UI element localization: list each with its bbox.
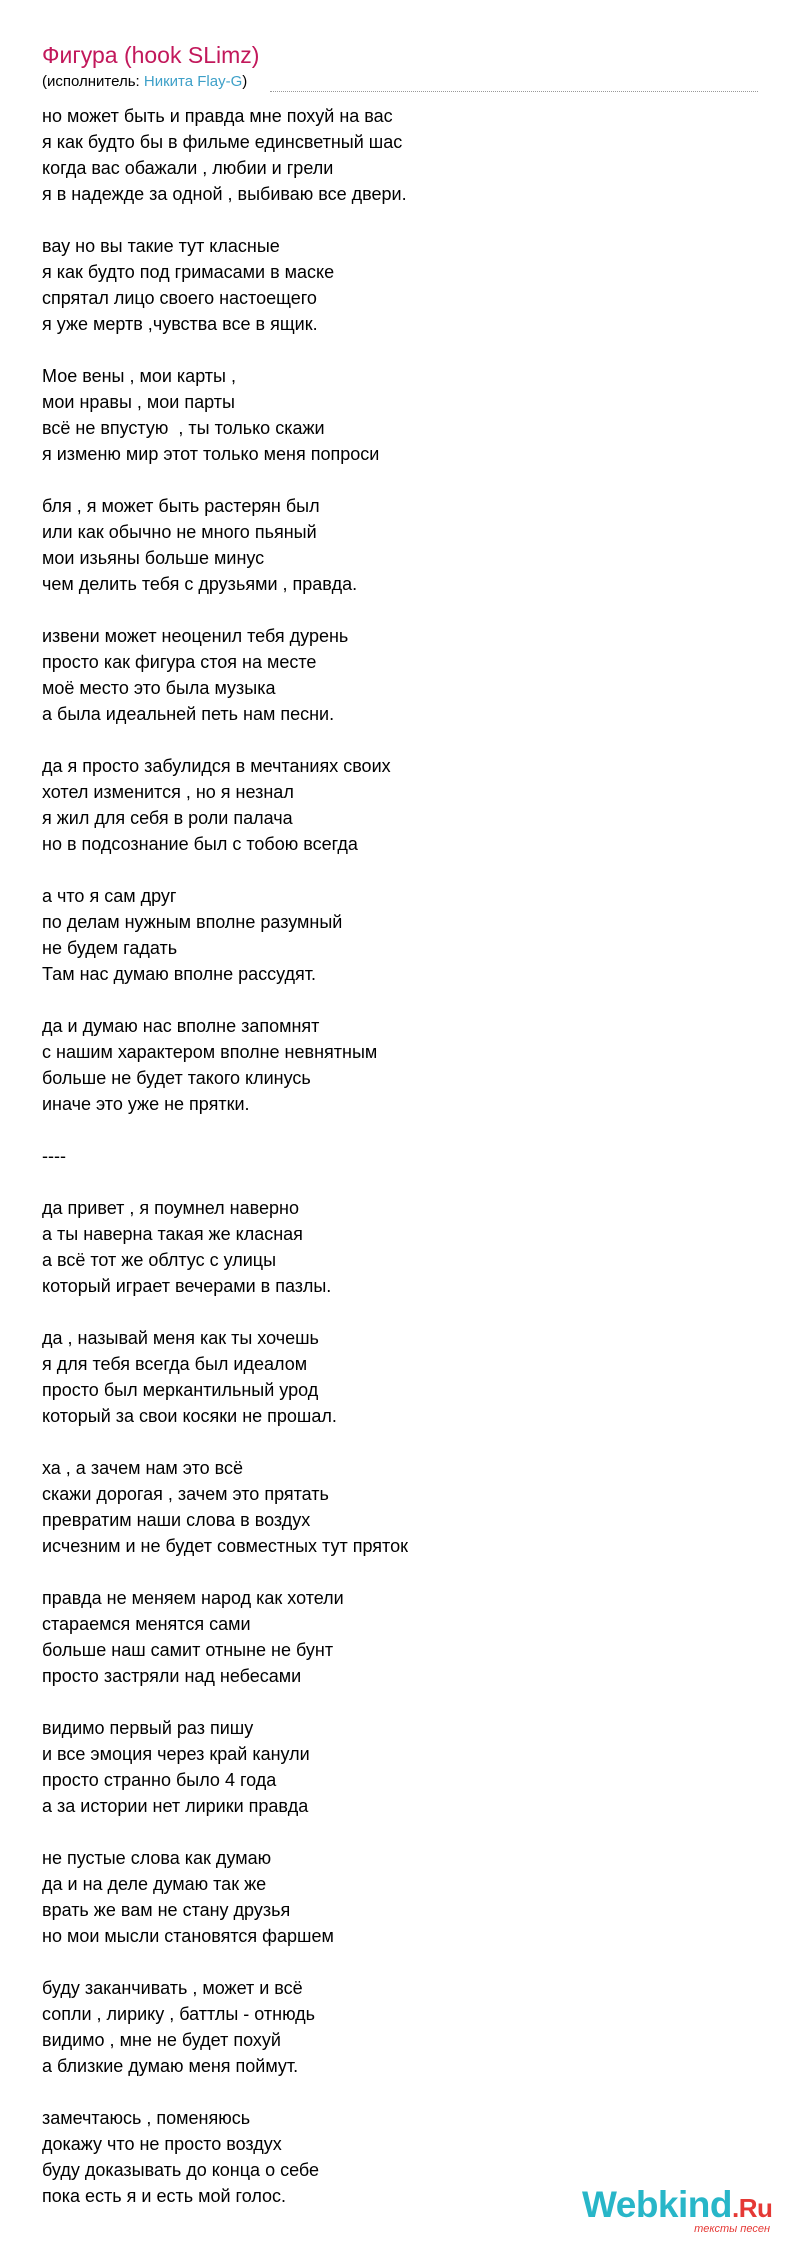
lyrics-line: правда не меняем народ как хотели <box>42 1588 344 1608</box>
lyrics-line: замечтаюсь , поменяюсь <box>42 2108 251 2128</box>
lyrics-line: хотел изменится , но я незнал <box>42 782 294 802</box>
lyrics-stanza <box>42 1715 758 1819</box>
lyrics-line: мои изьяны больше минус <box>42 548 265 568</box>
lyrics-line: спрятал лицо своего настоещего <box>42 288 317 308</box>
lyrics-line: но мои мысли становятся фаршем <box>42 1926 334 1946</box>
song-title: Фигура (hook SLimz) <box>42 42 260 68</box>
lyrics-line: просто странно было 4 года <box>42 1770 277 1790</box>
lyrics-line: и все эмоция через край канули <box>42 1744 310 1764</box>
lyrics-line: просто как фигура стоя на месте <box>42 652 317 672</box>
lyrics-line: да я просто забулидся в мечтаниях своих <box>42 756 391 776</box>
lyrics-line: не будем гадать <box>42 938 178 958</box>
lyrics-line: не пустые слова как думаю <box>42 1848 272 1868</box>
lyrics-line: стараемся менятся сами <box>42 1614 251 1634</box>
lyrics-stanza <box>42 1455 758 1559</box>
lyrics-line: Там нас думаю вполне рассудят. <box>42 964 317 984</box>
lyrics-line: я жил для себя в роли палача <box>42 808 293 828</box>
lyrics-line: превратим наши слова в воздух <box>42 1510 311 1530</box>
lyrics-stanza <box>42 1845 758 1949</box>
lyrics-line: я уже мертв ,чувства все в ящик. <box>42 314 318 334</box>
lyrics-line: ---- <box>42 1146 66 1166</box>
lyrics-stanza <box>42 1143 758 1169</box>
lyrics-stanza <box>42 1975 758 2079</box>
logo-tld: .Ru <box>732 2193 773 2223</box>
lyrics-line: а близкие думаю меня поймут. <box>42 2056 299 2076</box>
lyrics-body <box>42 103 758 2235</box>
lyrics-line: или как обычно не много пьяный <box>42 522 317 542</box>
lyrics-line: пока есть я и есть мой голос. <box>42 2186 287 2206</box>
webkind-logo[interactable] <box>582 2185 772 2245</box>
lyrics-line: да и на деле думаю так же <box>42 1874 267 1894</box>
lyrics-line: а ты наверна такая же класная <box>42 1224 303 1244</box>
lyrics-stanza <box>42 1325 758 1429</box>
lyrics-line: по делам нужным вполне разумный <box>42 912 343 932</box>
lyrics-line: просто был меркантильный урод <box>42 1380 319 1400</box>
lyrics-stanza <box>42 233 758 337</box>
artist-link[interactable]: Никита Flay-G <box>143 73 243 90</box>
header-divider <box>270 91 758 92</box>
logo-subtitle: тексты песен <box>694 2223 770 2235</box>
lyrics-line: я как будто бы в фильме единсветный шас <box>42 132 403 152</box>
artist-suffix: ) <box>242 73 248 90</box>
lyrics-line: который играет вечерами в пазлы. <box>42 1276 332 1296</box>
lyrics-line: я изменю мир этот только меня попроси <box>42 444 380 464</box>
lyrics-stanza <box>42 1195 758 1299</box>
lyrics-line: да и думаю нас вполне запомнят <box>42 1016 320 1036</box>
lyrics-stanza <box>42 1585 758 1689</box>
lyrics-line: вау но вы такие тут класные <box>42 236 280 256</box>
lyrics-stanza <box>42 623 758 727</box>
lyrics-line: больше не будет такого клинусь <box>42 1068 311 1088</box>
lyrics-line: я как будто под гримасами в маске <box>42 262 335 282</box>
lyrics-line: ха , а зачем нам это всё <box>42 1458 243 1478</box>
lyrics-line: а что я сам друг <box>42 886 177 906</box>
lyrics-line: который за свои косяки не прошал. <box>42 1406 337 1426</box>
lyrics-line: а была идеальней петь нам песни. <box>42 704 335 724</box>
lyrics-line: моё место это была музыка <box>42 678 276 698</box>
lyrics-line: больше наш самит отныне не бунт <box>42 1640 334 1660</box>
lyrics-stanza <box>42 883 758 987</box>
artist-credit <box>42 73 758 93</box>
lyrics-line: бля , я может быть растерян был <box>42 496 320 516</box>
lyrics-line: буду доказывать до конца о себе <box>42 2160 320 2180</box>
lyrics-line: но в подсознание был с тобою всегда <box>42 834 358 854</box>
lyrics-line: с нашим характером вполне невнятным <box>42 1042 378 1062</box>
lyrics-line: всё не впустую , ты только скажи <box>42 418 325 438</box>
lyrics-line: чем делить тебя с друзьями , правда. <box>42 574 358 594</box>
lyrics-line: я в надежде за одной , выбиваю все двери. <box>42 184 407 204</box>
lyrics-stanza <box>42 363 758 467</box>
lyrics-line: извени может неоценил тебя дурень <box>42 626 349 646</box>
lyrics-line: да , называй меня как ты хочешь <box>42 1328 319 1348</box>
lyrics-line: исчезним и не будет совместных тут пряток <box>42 1536 408 1556</box>
lyrics-line: докажу что не просто воздух <box>42 2134 282 2154</box>
lyrics-stanza <box>42 493 758 597</box>
lyrics-line: видимо , мне не будет похуй <box>42 2030 281 2050</box>
lyrics-line: скажи дорогая , зачем это прятать <box>42 1484 329 1504</box>
lyrics-line: врать же вам не стану друзья <box>42 1900 291 1920</box>
lyrics-line: Мое вены , мои карты , <box>42 366 236 386</box>
lyrics-stanza <box>42 103 758 207</box>
artist-prefix: (исполнитель: <box>42 73 144 90</box>
lyrics-line: просто застряли над небесами <box>42 1666 302 1686</box>
lyrics-line: буду заканчивать , может и всё <box>42 1978 303 1998</box>
lyrics-stanza <box>42 753 758 857</box>
lyrics-line: да привет , я поумнел наверно <box>42 1198 299 1218</box>
logo-wordmark: Webkind <box>582 2184 732 2225</box>
lyrics-line: а всё тот же облтус с улицы <box>42 1250 277 1270</box>
lyrics-stanza <box>42 1013 758 1117</box>
lyrics-line: я для тебя всегда был идеалом <box>42 1354 308 1374</box>
lyrics-line: когда вас обажали , любии и грели <box>42 158 334 178</box>
lyrics-line: иначе это уже не прятки. <box>42 1094 250 1114</box>
lyrics-line: а за истории нет лирики правда <box>42 1796 309 1816</box>
lyrics-line: видимо первый раз пишу <box>42 1718 254 1738</box>
lyrics-line: но может быть и правда мне похуй на вас <box>42 106 393 126</box>
lyrics-line: сопли , лирику , баттлы - отнюдь <box>42 2004 316 2024</box>
lyrics-line: мои нравы , мои парты <box>42 392 235 412</box>
